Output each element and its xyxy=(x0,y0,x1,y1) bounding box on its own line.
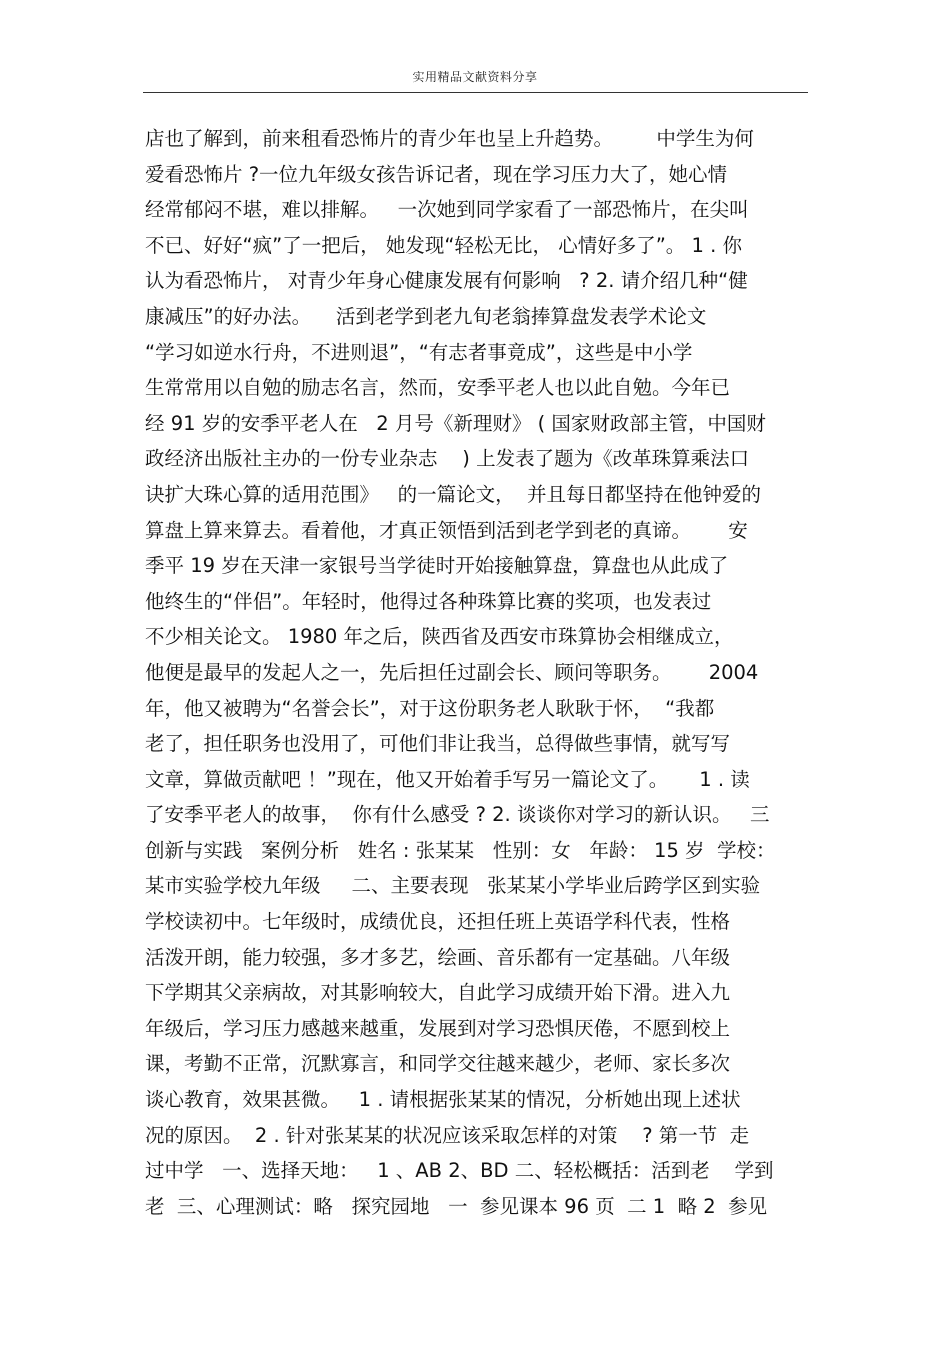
text-line: 康减压”的好办法。 活到老学到老九旬老翁捧算盘发表学术论文 xyxy=(145,304,707,328)
text-line: 谈心教育，效果甚微。 1 . 请根据张某某的情况，分析她出现上述状 xyxy=(145,1088,741,1112)
text-line: 年，他又被聘为“名誉会长”，对于这份职务老人耿耿于怀， “我都 xyxy=(145,696,715,720)
text-line: 老了，担任职务也没用了，可他们非让我当，总得做些事情，就写写 xyxy=(145,732,731,756)
text-line: 经 91 岁的安季平老人在 2 月号《新理财》 ( 国家财政部主管，中国财 xyxy=(145,411,766,435)
text-line: 不已、好好“疯”了一把后， 她发现“轻松无比， 心情好多了”。 1 . 你 xyxy=(145,233,743,257)
text-line: 不少相关论文。 1980 年之后，陕西省及西安市珠算协会相继成立， xyxy=(145,625,734,649)
text-line: 店也了解到，前来租看恐怖片的青少年也呈上升趋势。 中学生为何 xyxy=(145,127,754,150)
text-line: 他便是最早的发起人之一，先后担任过副会长、顾问等职务。 2004 xyxy=(145,660,759,684)
text-line: 经常郁闷不堪，难以排解。 一次她到同学家看了一部恐怖片，在尖叫 xyxy=(145,198,749,222)
text-line: 了安季平老人的故事， 你有什么感受 ? 2. 谈谈你对学习的新认识。 三 xyxy=(145,803,770,827)
text-line: 某市实验学校九年级 二、主要表现 张某某小学毕业后跨学区到实验 xyxy=(145,874,761,898)
text-line: 下学期其父亲病故，对其影响较大，自此学习成绩开始下滑。进入九 xyxy=(145,981,731,1005)
text-line: 学校读初中。七年级时，成绩优良，还担任班上英语学科代表，性格 xyxy=(145,910,731,934)
text-line: “学习如逆水行舟，不进则退”，“有志者事竟成”，这些是中小学 xyxy=(145,340,693,364)
page-header: 实用精品文献资料分享 xyxy=(412,70,538,84)
text-line: 年级后，学习压力感越来越重，发展到对学习恐惧厌倦，不愿到校上 xyxy=(145,1016,731,1040)
text-line: 老 三、心理测试：略 探究园地 一 参见课本 96 页 二 1 略 2 参见 xyxy=(145,1194,768,1218)
text-line: 爱看恐怖片 ?一位九年级女孩告诉记者，现在学习压力大了，她心情 xyxy=(145,162,728,186)
text-line: 他终生的“伴侣”。年轻时，他得过各种珠算比赛的奖项，也发表过 xyxy=(145,589,712,613)
text-line: 认为看恐怖片， 对青少年身心健康发展有何影响 ? 2. 请介绍几种“健 xyxy=(145,269,748,293)
text-line: 课，考勤不正常，沉默寡言，和同学交往越来越少，老师、家长多次 xyxy=(145,1052,731,1076)
text-line: 季平 19 岁在天津一家银号当学徒时开始接触算盘，算盘也从此成了 xyxy=(145,554,729,578)
text-line: 政经济出版社主办的一份专业杂志 ) 上发表了题为《改革珠算乘法口 xyxy=(145,447,750,471)
text-line: 诀扩大珠心算的适用范围》 的一篇论文， 并且每日都坚持在他钟爱的 xyxy=(145,482,761,506)
document-body xyxy=(145,121,810,1224)
text-line: 活泼开朗，能力较强，多才多艺，绘画、音乐都有一定基础。八年级 xyxy=(145,945,731,969)
text-line: 算盘上算来算去。看着他，才真正领悟到活到老学到老的真谛。 安 xyxy=(145,518,748,542)
text-line: 过中学 一、选择天地： 1 、AB 2、BD 二、轻松概括：活到老 学到 xyxy=(145,1159,774,1183)
text-line: 文章，算做贡献吧 ！”现在，他又开始着手写另一篇论文了。 1 . 读 xyxy=(145,767,750,791)
header-divider xyxy=(143,92,808,93)
text-line: 生常常用以自勉的励志名言，然而，安季平老人也以此自勉。今年已 xyxy=(145,376,731,400)
text-line: 况的原因。 2 . 针对张某某的状况应该采取怎样的对策 ? 第一节 走 xyxy=(145,1123,750,1147)
text-line: 创新与实践 案例分析 姓名 : 张某某 性别：女 年龄： 15 岁 学校： xyxy=(145,838,776,862)
